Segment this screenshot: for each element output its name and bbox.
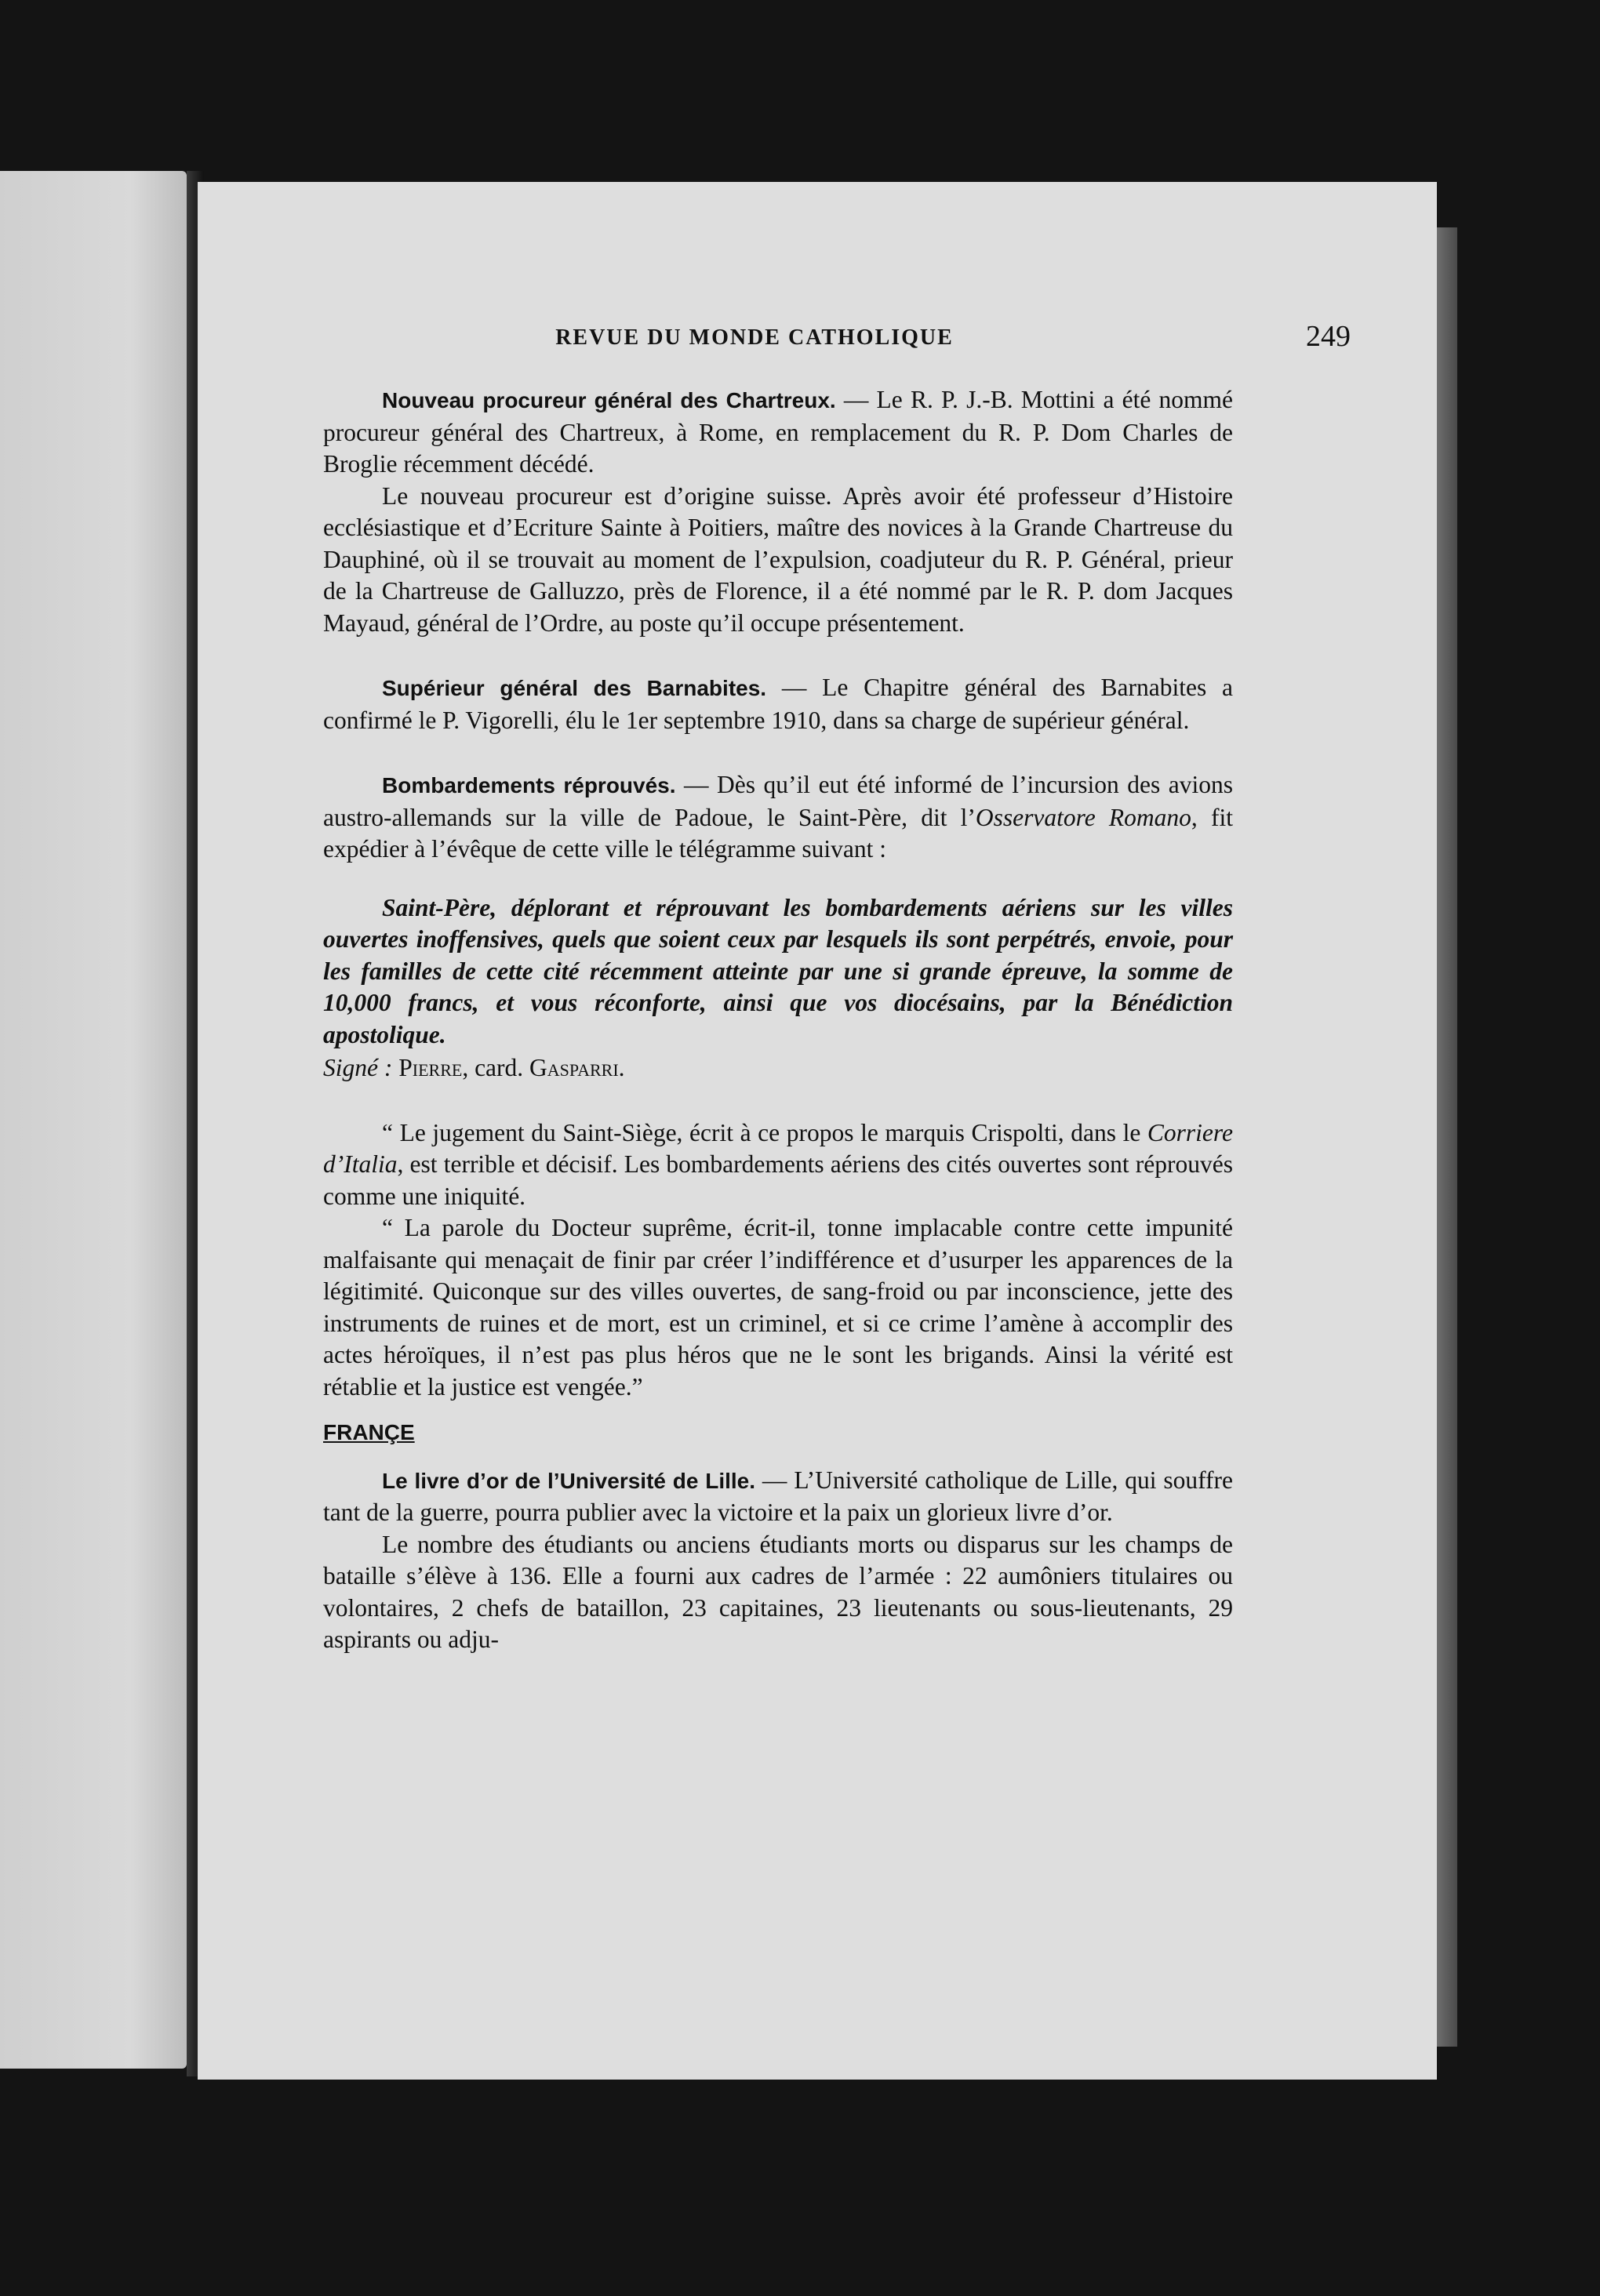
article-paragraph: Le nombre des étudiants ou anciens étudiants morts ou disparus sur les champs de bataille s’élève à 136. Elle a fourni aux cadres de l’armée : 22 aumôniers titulaires ou volontaires, 2 chefs de bataillon, 23 capitaines, 23 lieutenants ou sous-lieutenants, 29 aspirants ou adju- bbox=[323, 1530, 1233, 1653]
article-text: — L’Université catholique de Lille, qui souffre tant de la guerre, pourra publier avec la victoire et la paix un glorieux livre d’or. bbox=[323, 1466, 1233, 1526]
page-header bbox=[331, 319, 1351, 358]
running-title: REVUE DU MONDE CATHOLIQUE bbox=[555, 325, 954, 350]
page-number: 249 bbox=[1306, 320, 1351, 353]
article-text: — Dès qu’il eut été informé de l’incursion des avions austro-allemands sur la ville de Padoue, le Saint-Père, dit l’ bbox=[323, 771, 1233, 831]
article-text: — Le Chapitre général des Barnabites a confirmé le P. Vigorelli, élu le 1er septembre 1910, dans sa charge de supérieur général. bbox=[323, 674, 1233, 734]
article-bombardements bbox=[323, 769, 1233, 866]
signature-last-name: Gasparri. bbox=[529, 1054, 625, 1081]
source-title: Corriere d’Italia bbox=[323, 1118, 1233, 1178]
article-text: , est terrible et décisif. Les bombardements aériens des cités ouvertes sont réprouvés comme une iniquité. bbox=[323, 1150, 1233, 1210]
article-heading: Bombardements réprouvés. bbox=[382, 773, 676, 797]
telegram-signature bbox=[323, 1052, 1233, 1084]
document-page bbox=[198, 182, 1437, 2080]
article-text: , fit expédier à l’évêque de cette ville le télégramme suivant : bbox=[323, 803, 1233, 863]
article-paragraph: Le nouveau procureur est d’origine suisse. Après avoir été professeur d’Histoire ecclésiastique et d’Ecriture Sainte à Poitiers, maître des novices à la Grande Chartreuse du Dauphiné, où il se trouvait au moment de l’expulsion, coadjuteur du R. P. Général, prieur de la Chartreuse de Galluzzo, près de Florence, il a été nommé par le R. P. dom Jacques Mayaud, général de l’Ordre, au poste qu’il occupe présentement. bbox=[323, 481, 1233, 637]
section-label-france: FRANÇE bbox=[323, 1420, 415, 1444]
signature-first-name: Pierre bbox=[398, 1054, 463, 1081]
article-heading: Le livre d’or de l’Université de Lille. bbox=[382, 1468, 756, 1493]
article-chartreux bbox=[323, 384, 1233, 481]
article-heading: Nouveau procureur général des Chartreux. bbox=[382, 388, 836, 412]
signature-title: , card. bbox=[462, 1054, 530, 1081]
article-text: “ Le jugement du Saint-Siège, écrit à ce propos le marquis Crispolti, dans le bbox=[382, 1118, 1147, 1146]
page-body bbox=[323, 384, 1233, 1656]
article-text: — Le R. P. J.-B. Mottini a été nommé procureur général des Chartreux, à Rome, en remplacement du R. P. Dom Charles de Broglie récemment décédé. bbox=[323, 386, 1233, 478]
article-barnabites bbox=[323, 672, 1233, 736]
article-paragraph bbox=[323, 1117, 1233, 1213]
left-page-edge bbox=[0, 171, 187, 2069]
article-paragraph: “ La parole du Docteur suprême, écrit-il, tonne implacable contre cette impunité malfaisante qui menaçait de finir par créer l’indifférence et d’usurper les apparences de la légitimité. Quiconque sur des villes ouvertes, de sang-froid ou par inconscience, jette des instruments de ruines et de mort, est un criminel, et si ce crime l’amène à accomplir des actes héroïques, il n’est pas plus héros que ne le sont les brigands. Ainsi la vérité est rétablie et la justice est vengée.” bbox=[323, 1214, 1233, 1400]
telegram-quote: Saint-Père, déplorant et réprouvant les bombardements aériens sur les villes ouvertes inoffensives, quels que soient ceux par lesquels ils sont perpétrés, envoie, pour les familles de cette cité récemment atteinte par une si grande épreuve, la somme de 10,000 francs, et vous réconforte, ainsi que vos diocésains, par la Bénédiction apostolique. bbox=[323, 893, 1233, 1048]
article-heading: Supérieur général des Barnabites. bbox=[382, 676, 767, 700]
signature-label: Signé : bbox=[323, 1054, 393, 1081]
article-lille bbox=[323, 1465, 1233, 1529]
source-title: Osservatore Romano bbox=[975, 803, 1191, 831]
